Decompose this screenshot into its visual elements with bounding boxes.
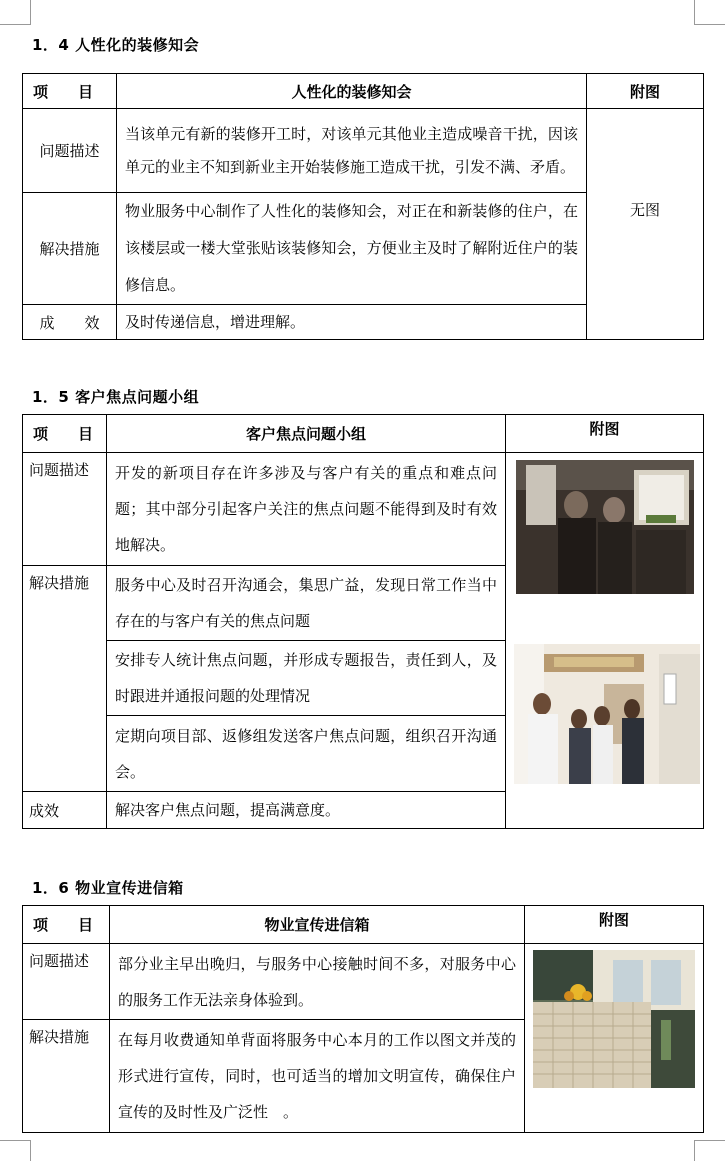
solution-label: 解决措施 xyxy=(23,193,117,305)
section-1-6-table xyxy=(22,905,704,1133)
problem-text: 开发的新项目存在许多涉及与客户有关的重点和难点问题；其中部分引起客户关注的焦点问题不能得到及时有效地解决。 xyxy=(107,453,506,566)
col-title-header: 人性化的装修知会 xyxy=(117,74,587,109)
problem-text: 当该单元有新的装修开工时，对该单元其他业主造成噪音干扰，因该单元的业主不知到新业主开始装修施工造成干扰，引发不满、矛盾。 xyxy=(117,109,587,193)
section-1-5-table xyxy=(22,414,704,829)
section-1-4-table xyxy=(22,73,704,340)
mailbox-photo xyxy=(533,950,695,1088)
page-corner-top-left xyxy=(0,0,31,25)
effect-label: 成 效 xyxy=(23,305,117,340)
problem-label: 问题描述 xyxy=(23,109,117,193)
effect-text: 解决客户焦点问题，提高满意度。 xyxy=(107,792,506,829)
section-1-5-heading: 1．5 客户焦点问题小组 xyxy=(32,388,200,406)
solution-text-3: 定期向项目部、返修组发送客户焦点问题，组织召开沟通会。 xyxy=(107,716,506,792)
photo-cell xyxy=(525,944,704,1133)
solution-label: 解决措施 xyxy=(23,566,107,792)
photo-cell xyxy=(506,453,704,829)
col-picture-header: 附图 xyxy=(587,74,704,109)
col-title-header: 物业宣传进信箱 xyxy=(110,906,525,944)
problem-label: 问题描述 xyxy=(23,453,107,566)
solution-text-1: 服务中心及时召开沟通会，集思广益，发现日常工作当中存在的与客户有关的焦点问题 xyxy=(107,566,506,641)
effect-text: 及时传递信息，增进理解。 xyxy=(117,305,587,340)
col-item-header: 项 目 xyxy=(23,415,107,453)
col-title-header: 客户焦点问题小组 xyxy=(107,415,506,453)
staff-photo xyxy=(514,644,700,784)
solution-text-2: 安排专人统计焦点问题，并形成专题报告，责任到人，及时跟进并通报问题的处理情况 xyxy=(107,641,506,716)
effect-label: 成效 xyxy=(23,792,107,829)
meeting-photo xyxy=(516,460,694,594)
solution-text: 物业服务中心制作了人性化的装修知会，对正在和新装修的住户，在该楼层或一楼大堂张贴该装修知会，方便业主及时了解附近住户的装修信息。 xyxy=(117,193,587,305)
col-item-header: 项 目 xyxy=(23,74,117,109)
section-1-6-heading: 1．6 物业宣传进信箱 xyxy=(32,879,184,897)
solution-text: 在每月收费通知单背面将服务中心本月的工作以图文并茂的形式进行宣传，同时，也可适当的增加文明宣传，确保住户宣传的及时性及广泛性 。 xyxy=(110,1020,525,1133)
col-picture-header: 附图 xyxy=(525,906,704,944)
solution-label: 解决措施 xyxy=(23,1020,110,1133)
problem-label: 问题描述 xyxy=(23,944,110,1020)
col-picture-header: 附图 xyxy=(506,415,704,453)
col-item-header: 项 目 xyxy=(23,906,110,944)
page-corner-bottom-left xyxy=(0,1140,31,1161)
section-1-4-heading: 1．4 人性化的装修知会 xyxy=(32,36,200,54)
problem-text: 部分业主早出晚归，与服务中心接触时间不多，对服务中心的服务工作无法亲身体验到。 xyxy=(110,944,525,1020)
page-corner-bottom-right xyxy=(694,1140,725,1161)
no-picture-label: 无图 xyxy=(587,109,704,340)
page-corner-top-right xyxy=(694,0,725,25)
